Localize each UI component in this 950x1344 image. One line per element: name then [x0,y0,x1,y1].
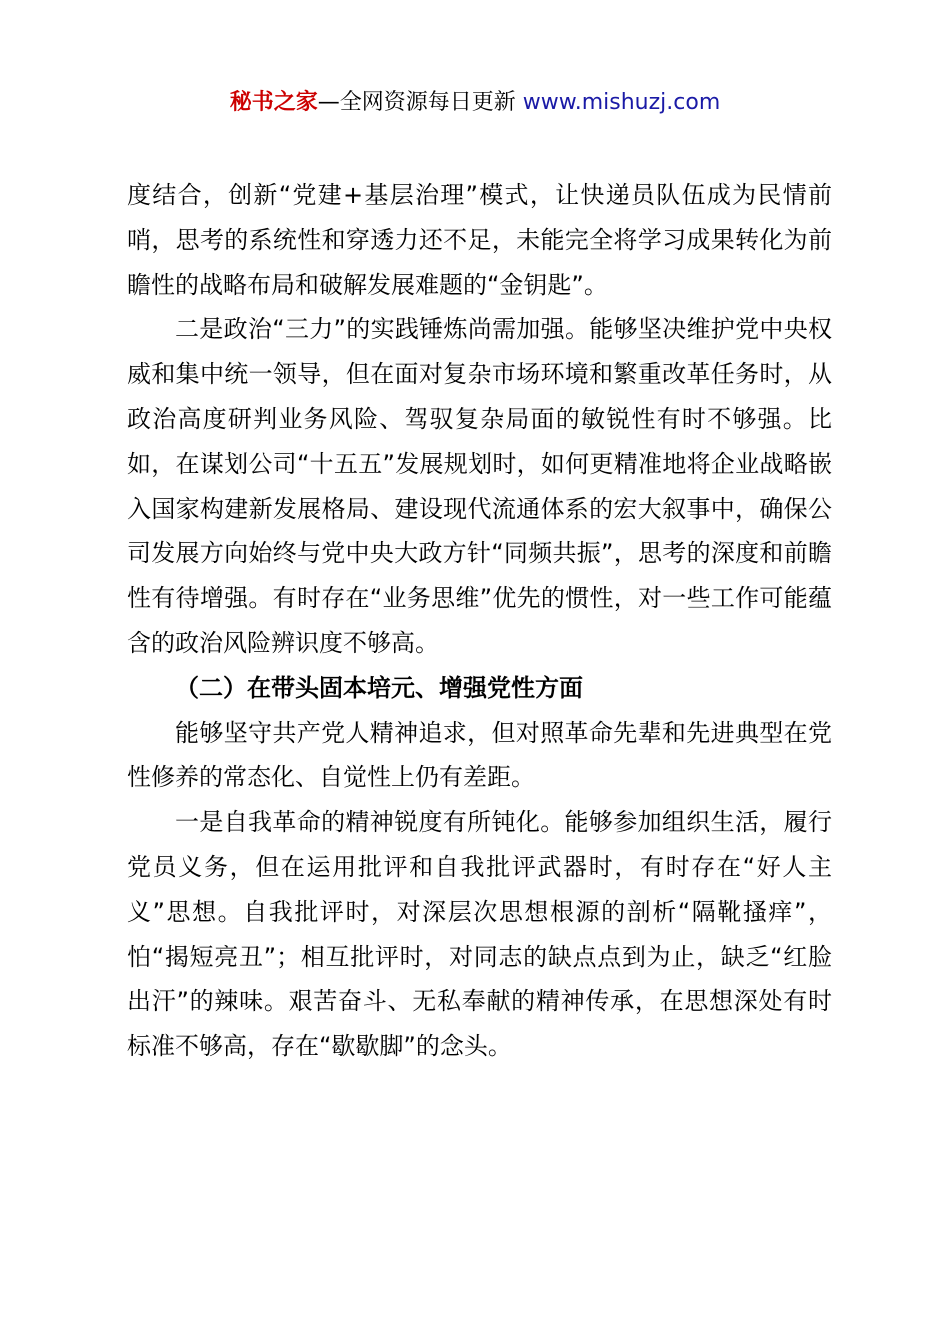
paragraph-political-capacity: 二是政治“三力”的实践锤炼尚需加强。能够坚决维护党中央权威和集中统一领导，但在面对复杂市场环境和繁重改革任务时，从政治高度研判业务风险、驾驭复杂局面的敏锐性有时不够强。比如，在谋划公司“十五五”发展规划时，如何更精准地将企业战略嵌入国家构建新发展格局、建设现代流通体系的宏大叙事中，确保公司发展方向始终与党中央大政方针“同频共振”，思考的深度和前瞻性有待增强。有时存在“业务思维”优先的惯性，对一些工作可能蕴含的政治风险辨识度不够高。 [127,315,832,657]
paragraph-self-revolution: 一是自我革命的精神锐度有所钝化。能够参加组织生活，履行党员义务，但在运用批评和自我批评武器时，有时存在“好人主义”思想。自我批评时，对深层次思想根源的剖析“隔靴搔痒”，怕“揭短亮丑”；相互批评时，对同志的缺点点到为止，缺乏“红脸出汗”的辣味。艰苦奋斗、无私奉献的精神传承，在思想深处有时标准不够高，存在“歇歇脚”的念头。 [127,808,832,1061]
website-link[interactable]: www.mishuzj.com [522,90,721,115]
paragraph-section-intro: 能够坚守共产党人精神追求，但对照革命先辈和先进典型在党性修养的常态化、自觉性上仍有差距。 [127,718,832,792]
document-body [127,173,832,1069]
brand-name: 秘书之家 [229,90,318,115]
header-tagline: —全网资源每日更新 [317,90,523,115]
paragraph-continuation: 度结合，创新“党建+基层治理”模式，让快递员队伍成为民情前哨，思考的系统性和穿透力还不足，未能完全将学习成果转化为前瞻性的战略布局和破解发展难题的“金钥匙”。 [127,181,832,299]
section-heading: （二）在带头固本培元、增强党性方面 [175,673,583,702]
page-header [0,86,950,120]
